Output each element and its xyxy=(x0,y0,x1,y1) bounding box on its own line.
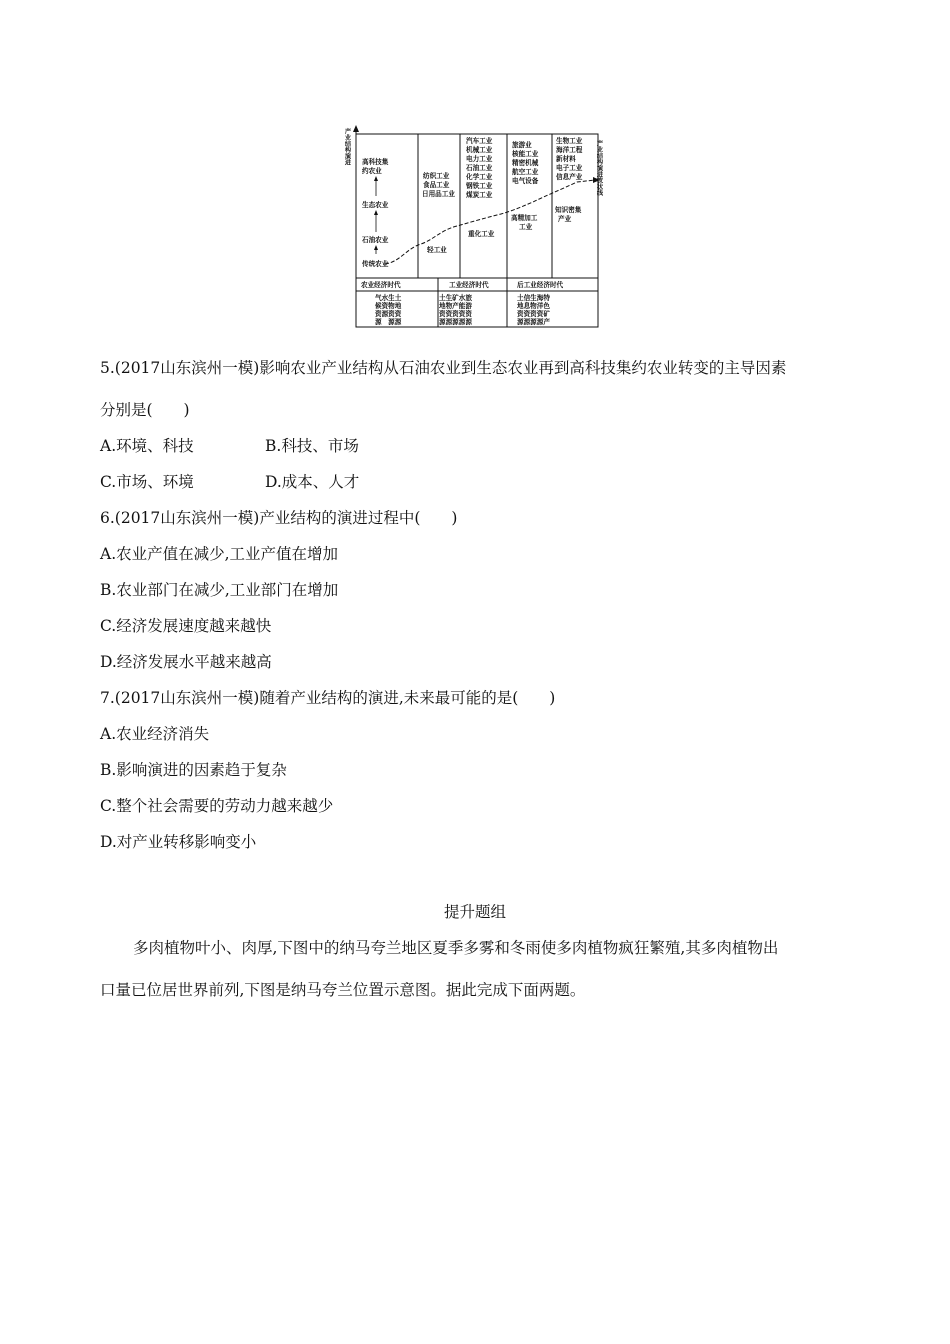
svg-text:高科技集: 高科技集 xyxy=(362,158,389,166)
section-paragraph-line1: 多肉植物叶小、肉厚,下图中的纳马夸兰地区夏季多雾和冬雨使多肉植物疯狂繁殖,其多肉植物出 xyxy=(133,939,779,957)
q5-option-a: A.环境、科技 xyxy=(100,437,194,455)
svg-text:重化工业: 重化工业 xyxy=(468,230,495,238)
q5-stem-line2: 分别是( ) xyxy=(100,401,190,419)
resources-agri xyxy=(375,293,402,326)
svg-text:资资资资矿: 资资资资矿 xyxy=(517,310,550,318)
svg-text:石油工业: 石油工业 xyxy=(466,164,493,172)
svg-text:资源资资: 资源资资 xyxy=(375,310,402,318)
svg-text:机械工业: 机械工业 xyxy=(466,146,493,154)
svg-text:信息产业: 信息产业 xyxy=(556,173,583,181)
wave-line-label: 产业结构演进波状线 xyxy=(595,140,603,196)
svg-text:工业: 工业 xyxy=(519,223,533,231)
svg-text:源源源源产: 源源源源产 xyxy=(517,318,550,326)
q6-option-d: D.经济发展水平越来越高 xyxy=(100,653,272,671)
y-axis-label-char: 产业结构演进 xyxy=(343,128,351,166)
heavy-industry-stages xyxy=(465,136,495,238)
svg-text:生物工业: 生物工业 xyxy=(556,137,583,145)
q7-stem: 7.(2017山东滨州一模)随着产业结构的演进,未来最可能的是( ) xyxy=(100,689,556,707)
svg-text:电子工业: 电子工业 xyxy=(556,164,583,172)
era-postindustrial: 后工业经济时代 xyxy=(517,281,564,289)
svg-text:产业: 产业 xyxy=(558,215,572,223)
svg-text:纺织工业: 纺织工业 xyxy=(423,172,450,180)
q6-stem: 6.(2017山东滨州一模)产业结构的演进过程中( ) xyxy=(100,509,458,527)
svg-text:知识密集: 知识密集 xyxy=(555,206,582,214)
knowledge-stages xyxy=(555,136,583,223)
q6-option-a: A.农业产值在减少,工业产值在增加 xyxy=(100,545,339,563)
svg-text:源源源源源: 源源源源源 xyxy=(439,318,472,326)
q5-option-b: B.科技、市场 xyxy=(265,437,359,455)
q7-option-d: D.对产业转移影响变小 xyxy=(100,833,257,851)
svg-text:日用品工业: 日用品工业 xyxy=(422,190,455,198)
svg-text:源 源源: 源 源源 xyxy=(375,318,402,326)
q5-option-c: C.市场、环境 xyxy=(100,473,194,491)
svg-text:约农业: 约农业 xyxy=(362,167,382,175)
svg-text:石油农业: 石油农业 xyxy=(362,236,389,244)
svg-text:电力工业: 电力工业 xyxy=(466,155,493,163)
resources-industrial xyxy=(439,293,472,326)
era-industrial: 工业经济时代 xyxy=(449,281,489,289)
era-agri: 农业经济时代 xyxy=(361,281,401,289)
svg-text:候资物地: 候资物地 xyxy=(375,302,402,310)
figure-svg xyxy=(345,118,607,332)
svg-text:化学工业: 化学工业 xyxy=(466,173,493,181)
svg-text:气水生土: 气水生土 xyxy=(375,294,402,302)
svg-text:汽车工业: 汽车工业 xyxy=(466,137,493,145)
agri-stages xyxy=(361,157,389,268)
svg-text:精密机械: 精密机械 xyxy=(512,159,539,167)
svg-text:高精加工: 高精加工 xyxy=(511,214,538,222)
svg-text:生态农业: 生态农业 xyxy=(362,201,389,209)
industry-structure-figure xyxy=(345,118,607,332)
q7-option-c: C.整个社会需要的劳动力越来越少 xyxy=(100,797,334,815)
svg-text:资资资资资: 资资资资资 xyxy=(439,310,472,318)
svg-text:地物产能游: 地物产能游 xyxy=(439,302,472,310)
svg-text:核能工业: 核能工业 xyxy=(512,150,539,158)
section-title: 提升题组 xyxy=(443,903,506,921)
q7-option-b: B.影响演进的因素趋于复杂 xyxy=(100,761,287,779)
svg-text:钢铁工业: 钢铁工业 xyxy=(466,182,493,190)
q6-option-b: B.农业部门在减少,工业部门在增加 xyxy=(100,581,339,599)
high-precision-stages xyxy=(511,140,539,231)
svg-text:地息物洋色: 地息物洋色 xyxy=(517,302,550,310)
q7-option-a: A.农业经济消失 xyxy=(100,725,210,743)
svg-text:轻工业: 轻工业 xyxy=(427,246,447,254)
q5-option-d: D.成本、人才 xyxy=(265,473,360,491)
svg-text:食品工业: 食品工业 xyxy=(423,181,450,189)
section-paragraph-line2: 口量已位居世界前列,下图是纳马夸兰位置示意图。据此完成下面两题。 xyxy=(100,981,586,999)
svg-text:传统农业: 传统农业 xyxy=(362,260,389,268)
svg-text:航空工业: 航空工业 xyxy=(512,168,539,176)
svg-text:旅游业: 旅游业 xyxy=(512,141,532,149)
q6-option-c: C.经济发展速度越来越快 xyxy=(100,617,272,635)
resources-postindustrial xyxy=(517,293,550,326)
svg-text:新材料: 新材料 xyxy=(556,155,576,163)
svg-text:煤炭工业: 煤炭工业 xyxy=(466,191,493,199)
svg-text:电气设备: 电气设备 xyxy=(512,177,539,185)
q5-stem-line1: 5.(2017山东滨州一模)影响农业产业结构从石油农业到生态农业再到高科技集约农业转变的主导因素 xyxy=(100,359,787,377)
svg-text:海洋工程: 海洋工程 xyxy=(556,146,583,154)
svg-text:土信生海特: 土信生海特 xyxy=(517,294,550,302)
svg-text:土生矿水旅: 土生矿水旅 xyxy=(439,294,472,302)
